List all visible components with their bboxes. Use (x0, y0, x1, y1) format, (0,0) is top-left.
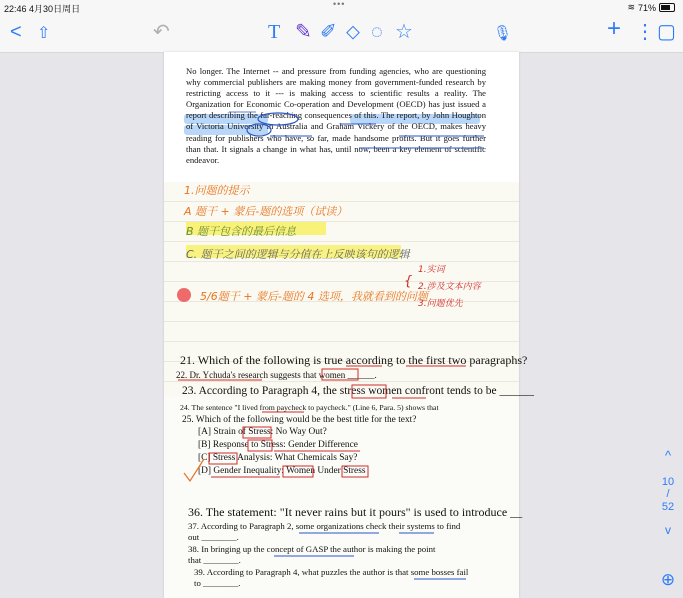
page-overview-button[interactable]: ▢ (657, 21, 676, 43)
share-button[interactable]: ⇧ (37, 25, 51, 42)
undo-button[interactable]: ↶ (153, 21, 170, 43)
highlighter-tool-button[interactable]: ✐ (320, 21, 337, 43)
shapes-tool-button[interactable]: ☆ (395, 21, 413, 43)
note-line-a: A 题干 + 蒙后-题的选项（试读） (184, 205, 348, 218)
document-page[interactable] (164, 52, 534, 598)
brace-mark: { (404, 274, 413, 289)
note-sub-1: 1.实词 (418, 265, 445, 275)
note-line-d: 5/6题干 + 蒙后-题的 4 选项，我就看到的问题 (200, 290, 428, 303)
question-annotations (164, 347, 519, 592)
microphone-button[interactable]: 🎙 (493, 25, 513, 42)
eraser-tool-button[interactable]: ⬦ (346, 21, 360, 43)
printed-passage (164, 52, 519, 182)
text-tool-button[interactable]: T (268, 21, 281, 43)
page-up-button[interactable]: ^ (664, 448, 672, 463)
question-23: 23. According to Paragraph 4, the stress women confront tends to be ______ (182, 385, 534, 397)
note-line-b: B 题干包含的最后信息 (186, 225, 297, 238)
option-d: [D] Gender Inequality: Women Under Stress (198, 466, 366, 476)
wifi-icon: ≋ (627, 2, 635, 12)
page-down-button[interactable]: v (665, 523, 671, 537)
question-22: 22. Dr. Ychuda's research suggests that women ______. (176, 370, 377, 380)
option-a: [A] Strain of Stress: No Way Out? (198, 427, 327, 437)
passage-paragraph: No longer. The Internet -- and pressure from funding agencies, who are questioning why commercial publishers are making money from government-funded research by restricting access to it --- is making access to scientific results a reality. The Organization for Economic Co-operation and Development (OECD) has just issued a report describing the far-reaching consequences of this. The report, by John Houghton of Victoria University in Australia and Graham Vickery of the OECD, makes heavy reading for publishers who have, so far, made handsome profits. But it goes further than that. It signals a change in what has, until now, been a key element of scientific endeavor. (186, 66, 486, 165)
pen-tool-button[interactable]: ✎ (295, 21, 312, 43)
total-pages: 52 (661, 501, 675, 513)
battery-percent: 71% (637, 2, 656, 13)
back-button[interactable]: < (10, 21, 22, 43)
multitask-dots[interactable]: ••• (333, 0, 346, 9)
question-39-cont: to ________. (194, 578, 241, 588)
question-25: 25. Which of the following would be the best title for the text? (182, 415, 417, 425)
status-time: 22:46 4月30日周日 (4, 4, 81, 14)
note-sub-3: 3.问题优先 (418, 299, 463, 309)
question-37-cont: out ________. (188, 532, 239, 542)
note-sub-2: 2.涉及文本内容 (418, 282, 481, 292)
note-line-c: C. 题干之间的逻辑与分值在上反映该句的逻辑 (186, 248, 410, 261)
note-heading: 1.问题的提示 (184, 184, 250, 197)
question-39: 39. According to Paragraph 4, what puzzles the author is that some bosses fail (194, 567, 469, 577)
page-separator: / (666, 488, 670, 500)
lasso-tool-button[interactable]: ◌ (371, 21, 383, 43)
question-24: 24. The sentence "I lived from paycheck to paycheck." (Line 6, Para. 5) shows that (180, 403, 439, 412)
more-options-button[interactable]: ⋮ (635, 21, 655, 43)
status-right (627, 2, 675, 13)
option-c: [C] Stress Analysis: What Chemicals Say? (198, 453, 358, 463)
battery-icon (659, 3, 675, 12)
question-36: 36. The statement: "It never rains but it pours" is used to introduce __ (188, 505, 523, 519)
zoom-icon[interactable]: ⊕ (660, 570, 676, 589)
red-dot-marker (177, 288, 191, 302)
toolbar (0, 14, 683, 53)
passage-annotations (164, 52, 519, 182)
question-38-cont: that ________. (188, 555, 241, 565)
status-bar (0, 0, 683, 14)
question-38: 38. In bringing up the concept of GASP the author is making the point (188, 544, 436, 554)
current-page-number: 10 (661, 476, 675, 488)
question-21: 21. Which of the following is true according to the first two paragraphs? (180, 353, 528, 367)
add-page-button[interactable]: + (607, 15, 622, 42)
question-37: 37. According to Paragraph 2, some organizations check their systems to find (188, 521, 461, 531)
option-b: [B] Response to Stress: Gender Difference (198, 440, 358, 450)
